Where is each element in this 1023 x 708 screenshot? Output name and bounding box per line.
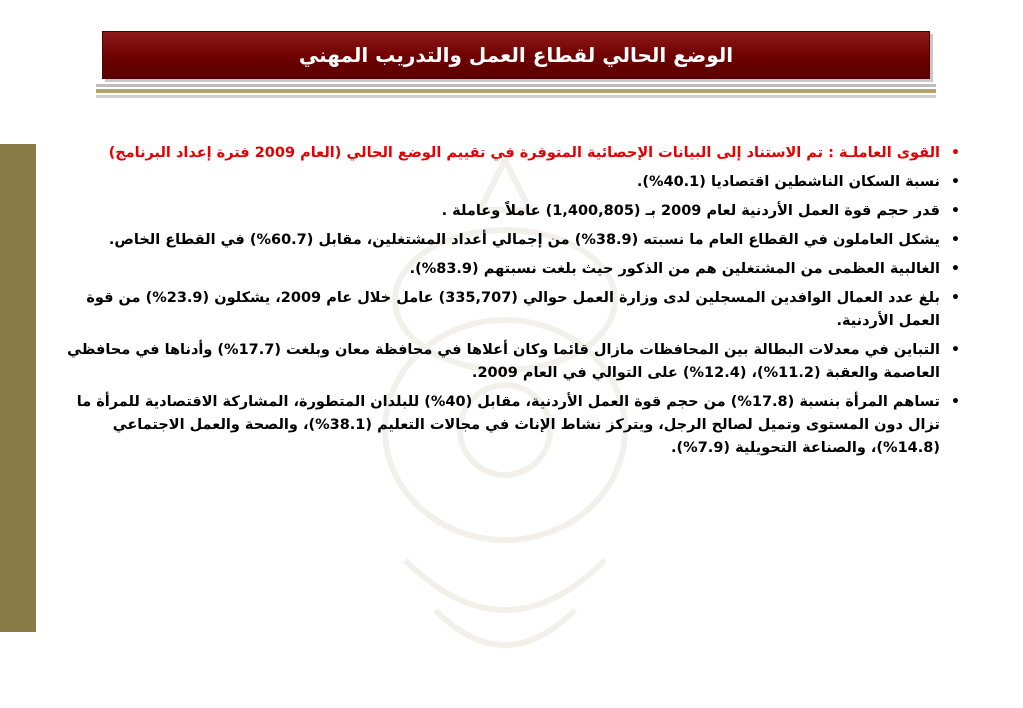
- header-divider-top: [96, 84, 936, 87]
- title-banner: [102, 31, 930, 79]
- bullet-list: [60, 142, 962, 460]
- bullet-text: يشكل العاملون في القطاع العام ما نسبته (38.9%) من إجمالي أعداد المشتغلين، مقابل (60.7%) في القطاع الخاص.: [108, 232, 940, 248]
- bullet-text: القوى العاملـة : تم الاستناد إلى البيانات الإحصائية المتوفرة في تقييم الوضع الحالي (العام 2009 فترة إعداد البرنامج): [108, 145, 940, 161]
- bullet-item: [60, 171, 962, 194]
- slide-title: الوضع الحالي لقطاع العمل والتدريب المهني: [298, 43, 734, 67]
- bullet-item: [60, 287, 962, 333]
- bullet-item: [60, 339, 962, 385]
- header-divider-bottom: [96, 95, 936, 98]
- bullet-text: التباين في معدلات البطالة بين المحافظات مازال قائما وكان أعلاها في محافظة معان وبلغت (17.7%) وأدناها في محافظي العاصمة والعقبة (11.2%)، (12.4%) على التوالي في العام 2009.: [67, 342, 940, 381]
- header-divider-gold: [96, 89, 936, 93]
- bullet-item: [60, 391, 962, 460]
- bullet-text: الغالبية العظمى من المشتغلين هم من الذكور حيث بلغت نسبتهم (83.9%).: [409, 261, 940, 277]
- bullet-text: نسبة السكان الناشطين اقتصاديا (40.1%).: [636, 174, 940, 190]
- bullet-marker: •: [951, 145, 960, 161]
- bullet-item: [60, 142, 962, 165]
- bullet-item: [60, 258, 962, 281]
- bullet-item: [60, 229, 962, 252]
- bullet-text: بلغ عدد العمال الوافدين المسجلين لدى وزارة العمل حوالي (335,707) عامل خلال عام 2009، يشكلون (23.9%) من قوة العمل الأردنية.: [86, 290, 940, 329]
- bullet-marker: •: [951, 261, 960, 277]
- bullet-text: تساهم المرأة بنسبة (17.8%) من حجم قوة العمل الأردنية، مقابل (40%) للبلدان المتطورة، المشاركة الاقتصادية للمرأة ما تزال دون المستوى وتميل لصالح الرجل، ويتركز نشاط الإناث في مجالات التعليم (38.1%)، والصحة والعمل الاجتماعي (14.8%)، والصناعة التحويلية (7.9%).: [76, 394, 940, 456]
- bullet-text: قدر حجم قوة العمل الأردنية لعام 2009 بـ (1,400,805) عاملاً وعاملة .: [441, 203, 940, 219]
- bullet-marker: •: [951, 232, 960, 248]
- bullet-marker: •: [951, 342, 960, 358]
- bullet-marker: •: [951, 394, 960, 410]
- slide-body: [60, 142, 962, 466]
- bullet-marker: •: [951, 290, 960, 306]
- bullet-marker: •: [951, 174, 960, 190]
- bullet-marker: •: [951, 203, 960, 219]
- sidebar-accent-bar: [0, 144, 36, 632]
- bullet-item: [60, 200, 962, 223]
